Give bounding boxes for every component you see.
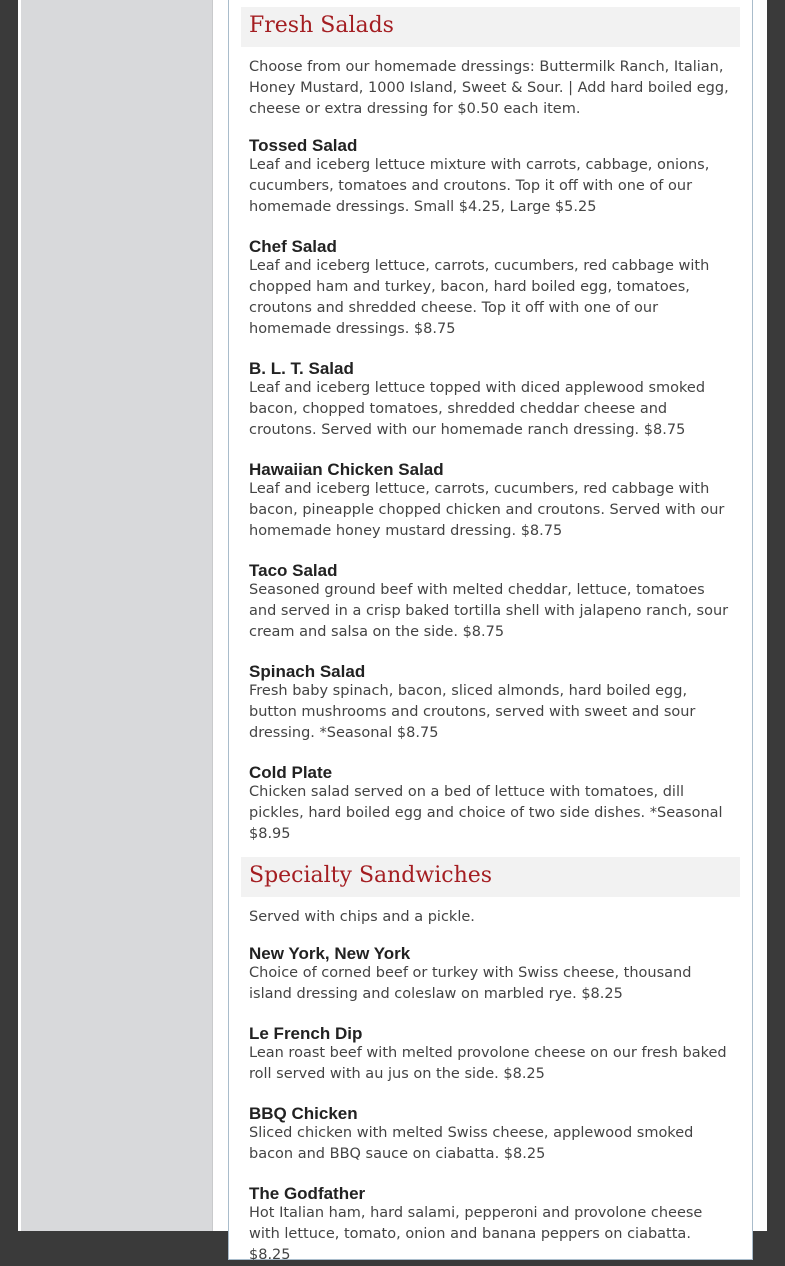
- menu-item-title: Taco Salad: [249, 561, 338, 580]
- sandwiches-intro: Served with chips and a pickle.: [249, 909, 475, 925]
- menu-item-title: Le French Dip: [249, 1024, 363, 1043]
- menu-item-title: Hawaiian Chicken Salad: [249, 460, 444, 479]
- menu-item-title: BBQ Chicken: [249, 1104, 358, 1123]
- menu-item-title: Tossed Salad: [249, 136, 358, 155]
- menu-item-title: Cold Plate: [249, 763, 333, 782]
- menu-item-description: Leaf and iceberg lettuce mixture with carrots, cabbage, onions, cucumbers, tomatoes and croutons. Top it off with one of our homemade dressings. Small $4.25, Large $5.25: [249, 157, 710, 215]
- menu-item-description: Hot Italian ham, hard salami, pepperoni and provolone cheese with lettuce, tomato, onion and banana peppers on ciabatta. $8.25: [249, 1205, 703, 1263]
- salads-intro: Choose from our homemade dressings: Buttermilk Ranch, Italian, Honey Mustard, 1000 Island, Sweet & Sour. | Add hard boiled egg, cheese or extra dressing for $0.50 each item.: [249, 59, 729, 117]
- menu-item-description: Leaf and iceberg lettuce, carrots, cucumbers, red cabbage with bacon, pineapple chopped chicken and croutons. Served with our homemade honey mustard dressing. $8.75: [249, 481, 725, 539]
- menu-item-description: Leaf and iceberg lettuce topped with diced applewood smoked bacon, chopped tomatoes, shredded cheddar cheese and croutons. Served with our homemade ranch dressing. $8.75: [249, 380, 706, 438]
- menu-item-description: Lean roast beef with melted provolone cheese on our fresh baked roll served with au jus on the side. $8.25: [249, 1045, 727, 1082]
- menu-item-title: The Godfather: [249, 1184, 366, 1203]
- menu-content: [228, 0, 753, 1263]
- menu-item-description: Choice of corned beef or turkey with Swiss cheese, thousand island dressing and coleslaw on marbled rye. $8.25: [249, 965, 692, 1002]
- salads-section-header: [241, 7, 740, 47]
- menu-item-description: Leaf and iceberg lettuce, carrots, cucumbers, red cabbage with chopped ham and turkey, bacon, hard boiled egg, tomatoes, croutons and shredded cheese. Top it off with one of our homemade dressings. $8.75: [249, 258, 710, 337]
- salads-section-title: Fresh Salads: [249, 13, 394, 38]
- sandwiches-section-header: [241, 857, 740, 897]
- menu-item-description: Sliced chicken with melted Swiss cheese, applewood smoked bacon and BBQ sauce on ciabatta. $8.25: [249, 1125, 694, 1162]
- menu-item-title: Chef Salad: [249, 237, 337, 256]
- menu-item-description: Fresh baby spinach, bacon, sliced almonds, hard boiled egg, button mushrooms and croutons, served with sweet and sour dressing. *Seasonal $8.75: [249, 683, 696, 741]
- menu-item-description: Chicken salad served on a bed of lettuce with tomatoes, dill pickles, hard boiled egg and choice of two side dishes. *Seasonal $8.95: [249, 784, 723, 842]
- sandwiches-section-title: Specialty Sandwiches: [249, 863, 493, 888]
- menu-item-title: Spinach Salad: [249, 662, 366, 681]
- menu-item-title: B. L. T. Salad: [249, 359, 354, 378]
- sidebar: [21, 0, 213, 1231]
- menu-item-title: New York, New York: [249, 944, 411, 963]
- menu-item-description: Seasoned ground beef with melted cheddar, lettuce, tomatoes and served in a crisp baked tortilla shell with jalapeno ranch, sour cream and salsa on the side. $8.75: [249, 582, 729, 640]
